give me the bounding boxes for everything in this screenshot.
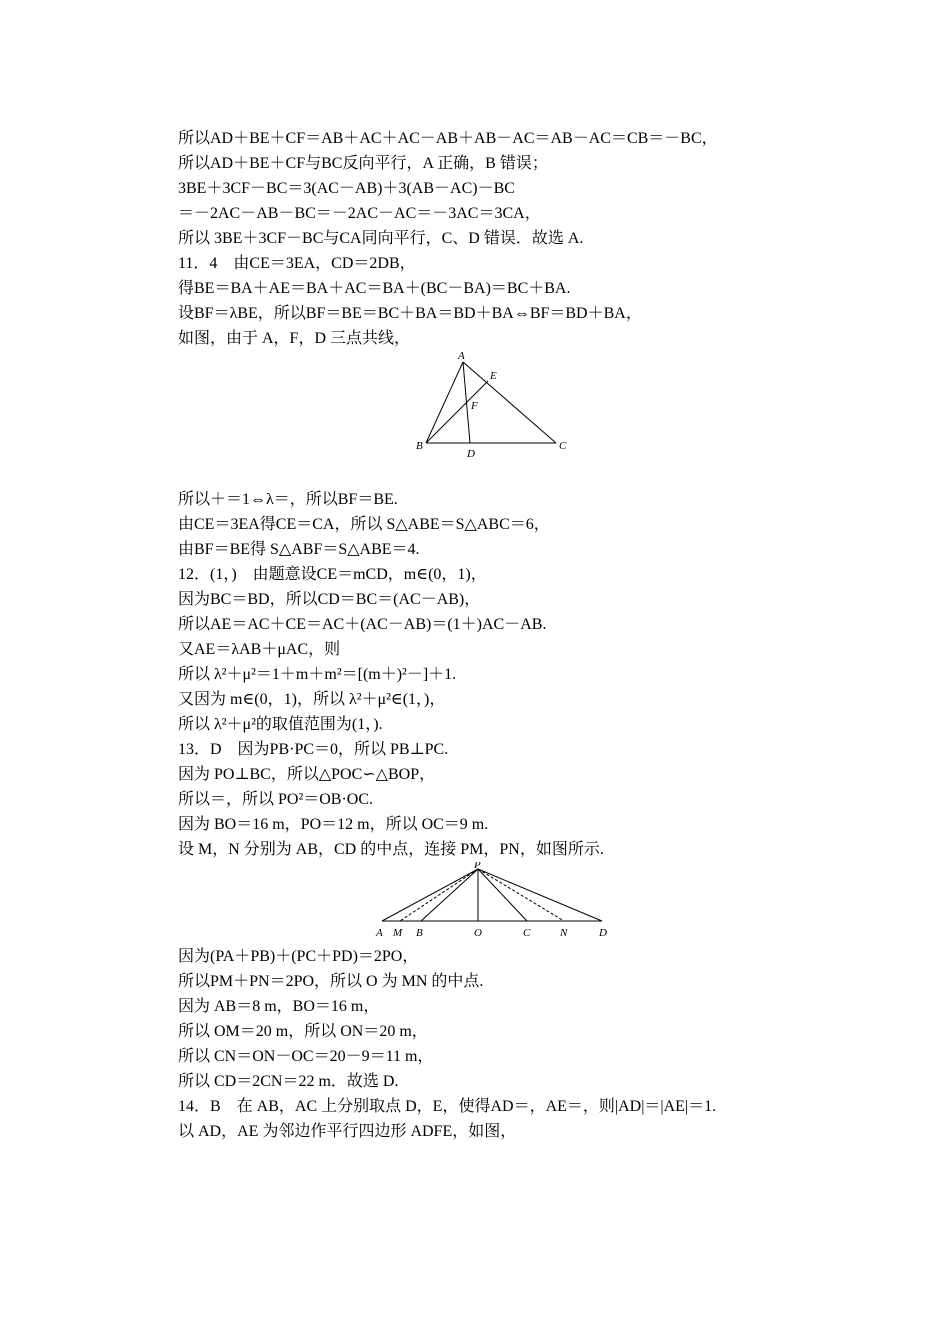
text-line: 所以PM＋PN＝2PO，所以 O 为 MN 的中点. bbox=[178, 973, 484, 990]
text-line: 因为BC＝BD，所以CD＝BC＝(AC－AB)， bbox=[178, 591, 481, 608]
segment-be bbox=[426, 381, 488, 443]
label-p: P bbox=[474, 862, 481, 871]
label-b: B bbox=[416, 927, 423, 939]
label-n: N bbox=[560, 927, 568, 939]
segment-pm bbox=[400, 869, 478, 921]
text-line: 所以＝，所以 PO²＝OB·OC. bbox=[178, 791, 374, 808]
text-line: 由CE＝3EA得CE＝CA，所以 S△ABE＝S△ABC＝6， bbox=[178, 516, 550, 533]
text-line: 因为 AB＝8 m，BO＝16 m， bbox=[178, 998, 380, 1015]
label-o: O bbox=[474, 927, 482, 939]
text-line: 所以AD＋BE＋CF与BC反向平行，A 正确，B 错误； bbox=[178, 155, 548, 172]
text-block-3 bbox=[178, 944, 778, 1144]
text-line: 以 AD，AE 为邻边作平行四边形 ADFE，如图， bbox=[178, 1123, 517, 1140]
segment-pn bbox=[478, 869, 564, 921]
text-line: 所以 3BE＋3CF－BC与CA同向平行，C、D 错误．故选 A. bbox=[178, 230, 584, 247]
label-f: F bbox=[471, 400, 478, 412]
segment-pd bbox=[478, 869, 602, 921]
text-line: 所以＋＝1⇔λ＝，所以BF＝BE. bbox=[178, 491, 398, 508]
fan-figure bbox=[178, 862, 778, 944]
text-line: 设BF＝λBE，所以BF＝BE＝BC＋BA＝BD＋BA⇔BF＝BD＋BA， bbox=[178, 305, 642, 322]
text-line: 3BE＋3CF－BC＝3(AC－AB)＋3(AB－AC)－BC bbox=[178, 180, 515, 197]
text-line: 所以AD＋BE＋CF＝AB＋AC＋AC－AB＋AB－AC＝AB－AC＝CB＝－BC， bbox=[178, 130, 718, 147]
segment-ab bbox=[426, 362, 463, 443]
label-b: B bbox=[416, 440, 423, 452]
text-line: 又AE＝λAB＋μAC，则 bbox=[178, 641, 341, 658]
text-line: 所以 CN＝ON－OC＝20－9＝11 m， bbox=[178, 1048, 434, 1065]
label-d: D bbox=[599, 927, 607, 939]
text-line: ＝－2AC－AB－BC＝－2AC－AC＝－3AC＝3CA， bbox=[178, 205, 541, 222]
triangle-figure bbox=[178, 351, 778, 487]
text-line: 因为 BO＝16 m，PO＝12 m，所以 OC＝9 m. bbox=[178, 816, 489, 833]
label-c: C bbox=[559, 440, 567, 452]
text-line: 又因为 m∈(0，1)，所以 λ²＋μ²∈(1，)， bbox=[178, 691, 446, 708]
text-block-2 bbox=[178, 487, 778, 862]
solution-page bbox=[178, 126, 778, 1144]
text-line: 12．(1，) 由题意设CE＝mCD，m∈(0，1)， bbox=[178, 566, 487, 583]
label-e: E bbox=[490, 370, 497, 382]
text-line: 所以 λ²＋μ²的取值范围为(1，). bbox=[178, 716, 383, 733]
text-line: 得BE＝BA＋AE＝BA＋AC＝BA＋(BC－BA)＝BC＋BA. bbox=[178, 280, 571, 297]
label-a: A bbox=[458, 351, 465, 362]
label-m: M bbox=[393, 927, 403, 939]
text-line: 如图，由于 A，F，D 三点共线， bbox=[178, 330, 411, 347]
text-line: 11．4 由CE＝3EA，CD＝2DB， bbox=[178, 255, 416, 272]
text-line: 所以AE＝AC＋CE＝AC＋(AC－AB)＝(1＋)AC－AB. bbox=[178, 616, 547, 633]
label-c: C bbox=[523, 927, 531, 939]
text-block-1 bbox=[178, 126, 778, 351]
text-line: 因为 PO⊥BC，所以△POC∽△BOP， bbox=[178, 766, 436, 783]
segment-pc bbox=[478, 869, 527, 921]
text-line: 因为(PA＋PB)＋(PC＋PD)＝2PO， bbox=[178, 948, 419, 965]
text-line: 设 M，N 分别为 AB，CD 的中点，连接 PM，PN，如图所示. bbox=[178, 841, 604, 858]
text-line: 所以 OM＝20 m，所以 ON＝20 m， bbox=[178, 1023, 428, 1040]
label-a: A bbox=[376, 927, 383, 939]
text-line: 由BF＝BE得 S△ABF＝S△ABE＝4. bbox=[178, 541, 420, 558]
text-line: 所以 CD＝2CN＝22 m．故选 D. bbox=[178, 1073, 399, 1090]
text-line: 14．B 在 AB，AC 上分别取点 D，E，使得AD＝，AE＝，则|AD|＝|AE|＝1. bbox=[178, 1098, 717, 1115]
label-d: D bbox=[467, 448, 475, 460]
text-line: 13．D 因为PB·PC＝0，所以 PB⊥PC. bbox=[178, 741, 449, 758]
text-line: 所以 λ²＋μ²＝1＋m＋m²＝[(m＋)²－]＋1. bbox=[178, 666, 457, 683]
